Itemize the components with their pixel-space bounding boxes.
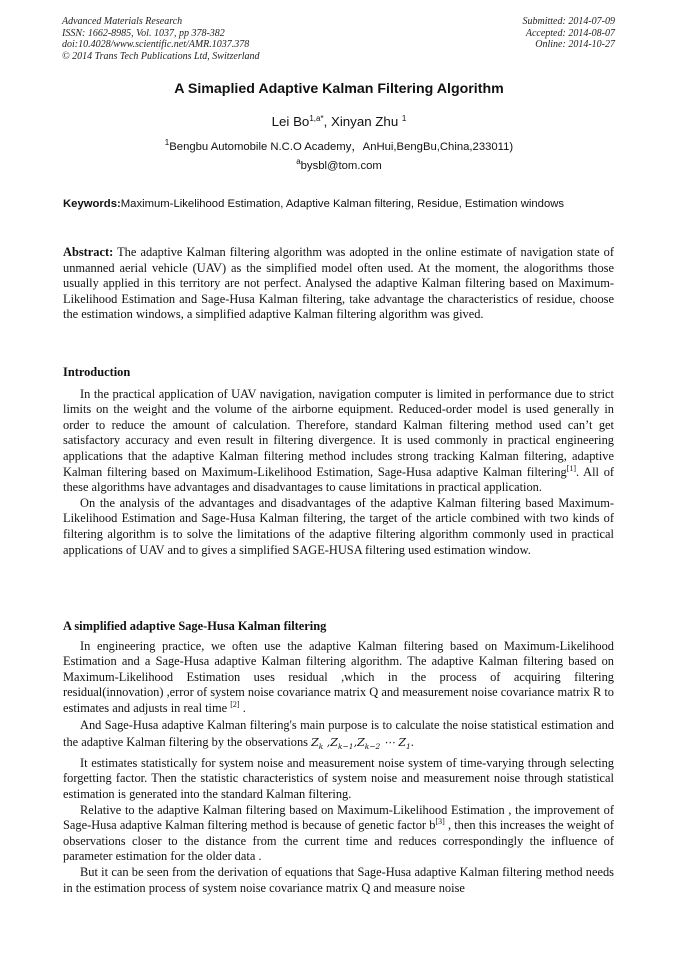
doi[interactable]: doi:10.4028/www.scientific.net/AMR.1037.378 (62, 39, 250, 51)
issn: ISSN: 1662-8985, Vol. 1037, pp 378-382 (62, 27, 225, 39)
citation-2: [2] (230, 699, 240, 709)
s2-p4-text-a: Relative to the adaptive Kalman filtering based on Maximum-Likelihood Estimation , the improvement of Sage-Husa adaptive Kalman filtering method is because of genetic factor b (63, 802, 614, 833)
intro-p1-text-a: In the practical application of UAV navigation, navigation computer is limited in performance due to strict limits on the weight and the volume of the airborne equipment. Reduced-order model is used generally in order to reduce the amount of calculation. Therefore, standard Kalman filtering method used can’t get satisfactory accuracy and even result in filtering divergence. It is used commonly in practical engineering applications that the adaptive Kalman filtering method includes strong tracking Kalman filtering, adaptive Kalman filtering based on Maximum-Likelihood Estimation, Sage-Husa adaptive Kalman filtering (63, 386, 614, 479)
journal-meta (62, 16, 260, 62)
section2-paragraph-3: It estimates statistically for system noise and measurement noise system of time-varying through selecting forgetting factor. Then the statistic characteristics of system noise and measurement noise through statistical estimation is generated into the standard Kalman filtering. (63, 755, 614, 801)
citation-1: [1] (566, 463, 577, 473)
obs-z2: Z (330, 736, 338, 750)
s2-p2-text-b: . (410, 735, 414, 750)
accepted-date: Accepted: 2014-08-07 (525, 27, 615, 39)
introduction-paragraph-2: On the analysis of the advantages and disadvantages of the adaptive Kalman filtering based Maximum-Likelihood Estimation and Sage-Husa Kalman filtering, the target of the article combined with two kinds of filtering algorithm is to solve the limitations of the adaptive filtering algorithm commonly used in practical applications of UAV and to gives a simplified SAGE-HUSA filtering used estimation window. (63, 495, 614, 557)
email-address[interactable]: bysbl@tom.com (300, 160, 382, 172)
section2-paragraph-4 (63, 803, 614, 865)
abstract (63, 245, 614, 323)
email-sup: a (296, 157, 301, 166)
online-date: Online: 2014-10-27 (535, 39, 615, 51)
copyright: © 2014 Trans Tech Publications Ltd, Switzerland (62, 50, 260, 62)
obs-z3: Z (357, 736, 365, 750)
submitted-date: Submitted: 2014-07-09 (522, 16, 615, 27)
intro-p1-text-b: . All of these algorithms have advantages and disadvantages to cause limitations in practical application. (63, 464, 615, 495)
s2-p1-text-b: . (242, 700, 246, 715)
section2-paragraph-1 (63, 639, 614, 717)
dates-meta (523, 16, 616, 51)
email (0, 157, 678, 172)
obs-z4: Z (398, 736, 406, 750)
section2-paragraph-2 (63, 717, 614, 756)
introduction-section (63, 365, 614, 558)
obs-sub-k-1: k−1 (337, 742, 354, 752)
s2-p1-text-a: In engineering practice, we often use the adaptive Kalman filtering based on Maximum-Likelihood Estimation and a Sage-Husa adaptive Kalman filtering algorithm. The adaptive Kalman filtering based on Maximum-Likelihood Estimation uses residual ,which in the process of acquiring filtering residual(innovation) ,error of system noise covariance matrix Q and measurement noise covariance matrix R to estimates and adjusts in real time (63, 638, 614, 715)
observations-formula: $Z_k$ $,Z_{k-1},Z_{k-2}$ ⋯ $Z_1$ (311, 736, 411, 752)
simplified-sage-husa-section (63, 619, 614, 896)
affiliation-sup: 1 (164, 138, 170, 147)
author-1-sup: 1,a* (309, 114, 324, 123)
author-1: Lei Bo (271, 114, 310, 129)
author-sep: , (323, 114, 331, 129)
introduction-heading: Introduction (63, 365, 131, 379)
affiliation (0, 138, 678, 154)
section2-paragraph-5: But it can be seen from the derivation of equations that Sage-Husa adaptive Kalman filtering method needs in the estimation process of system noise covariance matrix Q and measure noise (63, 864, 614, 895)
citation-3: [3] (435, 817, 445, 827)
s2-p2-text-a: And Sage-Husa adaptive Kalman filtering's main purpose is to calculate the noise statistical estimation and the adaptive Kalman filtering by the observations (63, 717, 614, 750)
keywords-label: Keywords: (63, 198, 121, 210)
s2-p4-text-b: , then this increases the weight of observations closer to the distance from the current time and reduces correspondingly the influence of parameter estimation for the older data . (63, 818, 614, 864)
keywords-text: Maximum-Likelihood Estimation, Adaptive Kalman filtering, Residue, Estimation windows (120, 198, 565, 210)
obs-sub-1: 1 (405, 742, 411, 752)
introduction-paragraph-1 (63, 387, 614, 496)
author-2: Xinyan Zhu (330, 114, 399, 129)
obs-dots: ⋯ (383, 736, 395, 750)
obs-sub-k-2: k−2 (364, 742, 381, 752)
author-2-sup: 1 (401, 114, 407, 123)
authors (0, 114, 678, 129)
keywords (63, 197, 614, 212)
obs-z1: Z (311, 736, 319, 750)
affiliation-text: Bengbu Automobile N.C.O Academy，AnHui,BengBu,China,233011) (169, 141, 514, 153)
paper-title: A Simaplied Adaptive Kalman Filtering Algorithm (174, 81, 504, 97)
journal-name: Advanced Materials Research (62, 16, 183, 27)
abstract-label: Abstract: (63, 245, 114, 259)
section2-heading: A simplified adaptive Sage-Husa Kalman filtering (63, 619, 327, 633)
obs-sub-k: k (318, 742, 324, 752)
abstract-text: The adaptive Kalman filtering algorithm was adopted in the online estimate of navigation state of unmanned aerial vehicle (UAV) as the simplified model often used. At the moment, the alogorithms those usually applied in this territory are not perfect. Analysed the adaptive Kalman filtering based on Maximum-Likelihood Estimation and Sage-Husa Kalman filtering, take advantage the characteristics of residue, choose the estimation windows, a simplified adaptive Kalman filtering algorithm was gived. (63, 245, 614, 322)
